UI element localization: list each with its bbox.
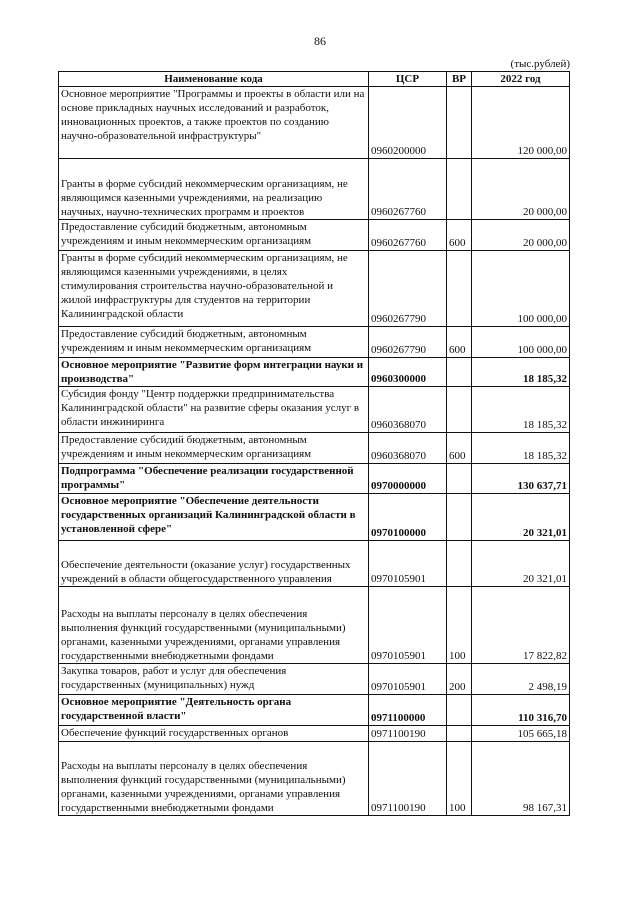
- row-code: 0960368070: [369, 433, 447, 464]
- row-code: 0960267760: [369, 159, 447, 220]
- row-amount: 18 185,32: [472, 433, 570, 464]
- row-name: Основное мероприятие "Деятельность органа государственной власти": [59, 695, 369, 726]
- table-row: [59, 726, 570, 742]
- units-label: (тыс.рублей): [510, 58, 570, 70]
- row-name: Закупка товаров, работ и услуг для обеспечения государственных (муниципальных) нужд: [59, 664, 369, 695]
- table-row: [59, 464, 570, 494]
- header-vr: ВР: [447, 72, 472, 87]
- table-row: [59, 358, 570, 387]
- row-amount: 120 000,00: [472, 87, 570, 159]
- budget-table: [58, 71, 570, 816]
- row-name: Основное мероприятие "Развитие форм интеграции науки и производства": [59, 358, 369, 387]
- row-code: 0970105901: [369, 541, 447, 587]
- row-vr: 600: [447, 220, 472, 251]
- row-vr: [447, 541, 472, 587]
- table-row: [59, 541, 570, 587]
- row-name: Обеспечение деятельности (оказание услуг) государственных учреждений в области общегосударственного управления: [59, 541, 369, 587]
- row-name: Расходы на выплаты персоналу в целях обеспечения выполнения функций государственными (муниципальными) органами, казенными учреждениями, органами управления государственными внебюджетными фондами: [59, 742, 369, 816]
- row-name: Гранты в форме субсидий некоммерческим организациям, не являющимся казенными учреждениями, на реализацию научных, научно-технических программ и проектов: [59, 159, 369, 220]
- row-name: Предоставление субсидий бюджетным, автономным учреждениям и иным некоммерческим организациям: [59, 433, 369, 464]
- table-row: [59, 587, 570, 664]
- row-amount: 100 000,00: [472, 251, 570, 327]
- row-vr: [447, 251, 472, 327]
- table-row: [59, 433, 570, 464]
- row-name: Гранты в форме субсидий некоммерческим организациям, не являющимся казенными учреждениями, в целях стимулирования строительства научно-образовательной и жилой инфраструктуры для студентов на территории Калининградской области: [59, 251, 369, 327]
- table-row: [59, 159, 570, 220]
- table-row: [59, 742, 570, 816]
- row-name: Обеспечение функций государственных органов: [59, 726, 369, 742]
- row-amount: 98 167,31: [472, 742, 570, 816]
- row-vr: [447, 464, 472, 494]
- row-code: 0960267790: [369, 327, 447, 358]
- header-name: Наименование кода: [59, 72, 369, 87]
- row-amount: 20 321,01: [472, 494, 570, 541]
- table-header-row: [59, 72, 570, 87]
- row-amount: 110 316,70: [472, 695, 570, 726]
- row-code: 0970100000: [369, 494, 447, 541]
- row-vr: [447, 726, 472, 742]
- row-amount: 100 000,00: [472, 327, 570, 358]
- table-row: [59, 87, 570, 159]
- row-vr: 200: [447, 664, 472, 695]
- row-code: 0971100190: [369, 726, 447, 742]
- table-row: [59, 220, 570, 251]
- row-amount: 18 185,32: [472, 358, 570, 387]
- row-amount: 20 000,00: [472, 159, 570, 220]
- table-row: [59, 494, 570, 541]
- row-name: Предоставление субсидий бюджетным, автономным учреждениям и иным некоммерческим организациям: [59, 327, 369, 358]
- row-amount: 18 185,32: [472, 387, 570, 433]
- page-number: 86: [314, 34, 326, 48]
- row-vr: 100: [447, 587, 472, 664]
- row-code: 0960300000: [369, 358, 447, 387]
- row-name: Субсидия фонду "Центр поддержки предпринимательства Калининградской области" на развитие сферы оказания услуг в области инжиниринга: [59, 387, 369, 433]
- row-code: 0971100190: [369, 742, 447, 816]
- row-vr: [447, 494, 472, 541]
- header-code: ЦСР: [369, 72, 447, 87]
- row-code: 0970105901: [369, 664, 447, 695]
- row-vr: 100: [447, 742, 472, 816]
- row-vr: [447, 387, 472, 433]
- row-name: Расходы на выплаты персоналу в целях обеспечения выполнения функций государственными (муниципальными) органами, казенными учреждениями, органами управления государственными внебюджетными фондами: [59, 587, 369, 664]
- row-name: Предоставление субсидий бюджетным, автономным учреждениям и иным некоммерческим организациям: [59, 220, 369, 251]
- row-code: 0960200000: [369, 87, 447, 159]
- row-name: Подпрограмма "Обеспечение реализации государственной программы": [59, 464, 369, 494]
- row-name: Основное мероприятие "Обеспечение деятельности государственных организаций Калининградской области в установленной сфере": [59, 494, 369, 541]
- row-code: 0970000000: [369, 464, 447, 494]
- row-vr: 600: [447, 433, 472, 464]
- row-amount: 105 665,18: [472, 726, 570, 742]
- table-row: [59, 387, 570, 433]
- row-amount: 20 321,01: [472, 541, 570, 587]
- header-year: 2022 год: [472, 72, 570, 87]
- row-code: 0960267760: [369, 220, 447, 251]
- table-row: [59, 251, 570, 327]
- row-amount: 2 498,19: [472, 664, 570, 695]
- row-amount: 20 000,00: [472, 220, 570, 251]
- row-amount: 130 637,71: [472, 464, 570, 494]
- row-vr: 600: [447, 327, 472, 358]
- row-code: 0971100000: [369, 695, 447, 726]
- row-amount: 17 822,82: [472, 587, 570, 664]
- table-row: [59, 327, 570, 358]
- table-row: [59, 695, 570, 726]
- row-vr: [447, 695, 472, 726]
- row-code: 0960267790: [369, 251, 447, 327]
- row-vr: [447, 358, 472, 387]
- row-code: 0970105901: [369, 587, 447, 664]
- row-vr: [447, 159, 472, 220]
- table-row: [59, 664, 570, 695]
- row-vr: [447, 87, 472, 159]
- row-code: 0960368070: [369, 387, 447, 433]
- row-name: Основное мероприятие "Программы и проекты в области или на основе прикладных научных исследований и разработок, инновационных проектов, а также проектов по созданию научно-образовательной инфраструктуры": [59, 87, 369, 159]
